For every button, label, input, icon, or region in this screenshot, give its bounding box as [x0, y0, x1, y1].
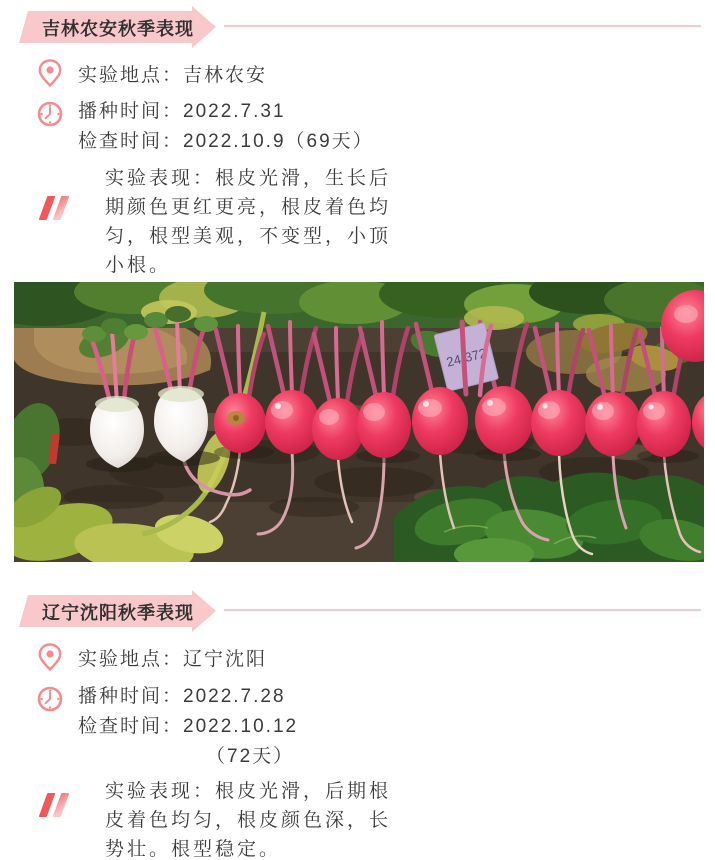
time-lines: [78, 682, 298, 772]
location-text: 实验地点：吉林农安: [78, 65, 268, 86]
time-row: [0, 682, 715, 776]
location-pin-icon: [37, 58, 63, 93]
performance-row: [0, 777, 715, 860]
tag-text: 24-372: [444, 345, 488, 370]
time-row: [0, 97, 715, 161]
banner-divider-line: [224, 609, 701, 611]
sow-time-text: 播种时间：2022.7.28: [78, 686, 286, 707]
time-lines: [78, 97, 374, 157]
quote-icon: [39, 793, 79, 819]
clock-icon: [36, 685, 64, 718]
section-title: 辽宁沈阳秋季表现: [42, 603, 194, 623]
sow-time-text: 播种时间：2022.7.31: [78, 101, 286, 122]
performance-text: 实验表现：根皮光滑，生长后 期颜色更红更亮，根皮着色均 匀，根型美观，不变型，小顶 小根。: [105, 168, 392, 276]
field-photo-illustration: [14, 282, 704, 562]
performance-row: [0, 164, 715, 282]
location-row: [0, 57, 715, 89]
performance-text: 实验表现：根皮光滑，后期根 皮着色均匀，根皮颜色深，长 势壮。根型稳定。: [105, 781, 392, 860]
location-text: 实验地点：辽宁沈阳: [78, 649, 268, 670]
clock-icon: [36, 100, 64, 133]
check-time-text: 检查时间：2022.10.12: [78, 716, 299, 737]
field-photo: [14, 282, 704, 562]
quote-icon: [39, 196, 79, 222]
check-time-wrap-text: （72天）: [206, 746, 295, 767]
check-time-text: 检查时间：2022.10.9（69天）: [78, 131, 374, 152]
location-row: [0, 641, 715, 673]
section-banner-shenyang: [0, 590, 715, 634]
section-title: 吉林农安秋季表现: [42, 19, 194, 39]
location-pin-icon: [37, 642, 63, 677]
section-banner-jilin: [0, 6, 715, 50]
banner-divider-line: [224, 25, 701, 27]
